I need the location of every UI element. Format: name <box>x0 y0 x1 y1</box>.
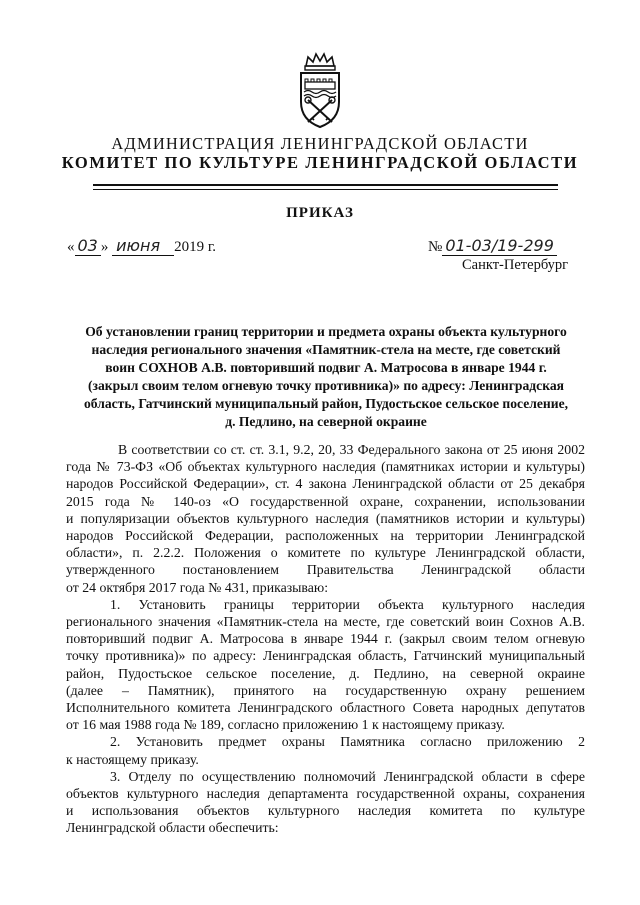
header-rule-thick <box>93 184 558 186</box>
document-subject <box>66 323 586 432</box>
body-line: 3. Отделу по осуществлению полномочий Ленинградской области в сфере <box>110 768 585 784</box>
document-body <box>66 441 585 837</box>
header-rule-thin <box>93 189 558 190</box>
body-line: и популяризации объектов культурного наследия (памятников истории и культуры) <box>66 510 585 526</box>
body-line: В соответствии со ст. ст. 3.1, 9.2, 20, 33 Федерального закона от 25 июня 2002 <box>118 442 585 457</box>
body-line: от 24 октября 2017 года № 431, приказываю: <box>66 579 329 595</box>
date-close-quote: » <box>100 239 109 255</box>
date-year: 2019 г. <box>174 239 217 255</box>
subject-line: (закрыл своим телом огневую точку противника)» по адресу: Ленинградская <box>88 378 564 394</box>
coat-of-arms-icon <box>296 52 344 130</box>
number-prefix: № <box>428 239 443 255</box>
org-name-line2: КОМИТЕТ ПО КУЛЬТУРЕ ЛЕНИНГРАДСКОЙ ОБЛАСТИ <box>61 153 579 172</box>
number-value: 01-03/19-299 <box>442 236 557 256</box>
body-line: Исполнительного комитета Ленинградского областного Совета народных депутатов <box>66 700 585 716</box>
body-line: от 16 мая 1988 года № 189, согласно приложению 1 к настоящему приказу. <box>66 717 505 733</box>
document-type-title: ПРИКАЗ <box>286 205 354 221</box>
body-line: Ленинградской области обеспечить: <box>66 820 279 836</box>
document-city: Санкт-Петербург <box>462 257 569 273</box>
body-line: район, Пудостьское сельское поселение, д. Педлино, на северной окраине <box>66 665 585 681</box>
date-month: июня <box>112 236 174 256</box>
subject-line: наследия регионального значения «Памятник-стела на месте, где советский <box>91 342 561 358</box>
body-line: регионального значения «Памятник-стела на месте, где советский воин Сохнов А.В. <box>66 614 585 630</box>
body-line: 2. Установить предмет охраны Памятника согласно приложению 2 <box>110 734 585 750</box>
body-line: к настоящему приказу. <box>66 751 199 767</box>
document-number <box>428 236 557 256</box>
body-line: 1. Установить границы территории объекта культурного наследия <box>110 596 585 612</box>
subject-line: д. Педлино, на северной окраине <box>225 414 427 430</box>
body-line: утвержденного постановлением Правительства Ленинградской области <box>66 562 585 578</box>
date-day: 03 <box>75 236 101 256</box>
date-open-quote: « <box>67 239 75 255</box>
body-line: области», п. 2.2.2. Положения о комитете по культуре Ленинградской области, <box>66 545 585 561</box>
body-line: повторивший подвиг А. Матросова в январе 1944 г. (закрыл своим телом огневую <box>66 631 585 647</box>
body-line: (далее – Памятник), принятого на государственную охрану решением <box>66 682 585 698</box>
body-line: точку противника)» по адресу: Ленинградская область, Гатчинский муниципальный <box>66 648 585 664</box>
subject-line: воин СОХНОВ А.В. повторивший подвиг А. Матросова в январе 1944 г. <box>105 360 547 376</box>
body-line: народов Российской Федерации, расположенных на территории Ленинградской <box>66 528 585 544</box>
subject-line: область, Гатчинский муниципальный район, Пудостьское сельское поселение, <box>83 396 569 412</box>
body-line: года № 73-ФЗ «Об объектах культурного наследия (памятниках истории и культуры) <box>66 459 585 475</box>
document-date <box>67 236 216 256</box>
org-name-line1: АДМИНИСТРАЦИЯ ЛЕНИНГРАДСКОЙ ОБЛАСТИ <box>111 134 529 153</box>
body-line: объектов культурного наследия департамента государственной охраны, сохранения <box>66 786 585 802</box>
subject-line: Об установлении границ территории и предмета охраны объекта культурного <box>85 324 567 339</box>
body-line: 2015 года № 140-оз «О государственной охране, сохранении, использовании <box>66 493 585 509</box>
body-line: и использования объектов культурного наследия комитета по культуре <box>66 803 585 819</box>
body-line: народов Российской Федерации», ст. 4 закона Ленинградской области от 25 декабря <box>66 476 585 492</box>
